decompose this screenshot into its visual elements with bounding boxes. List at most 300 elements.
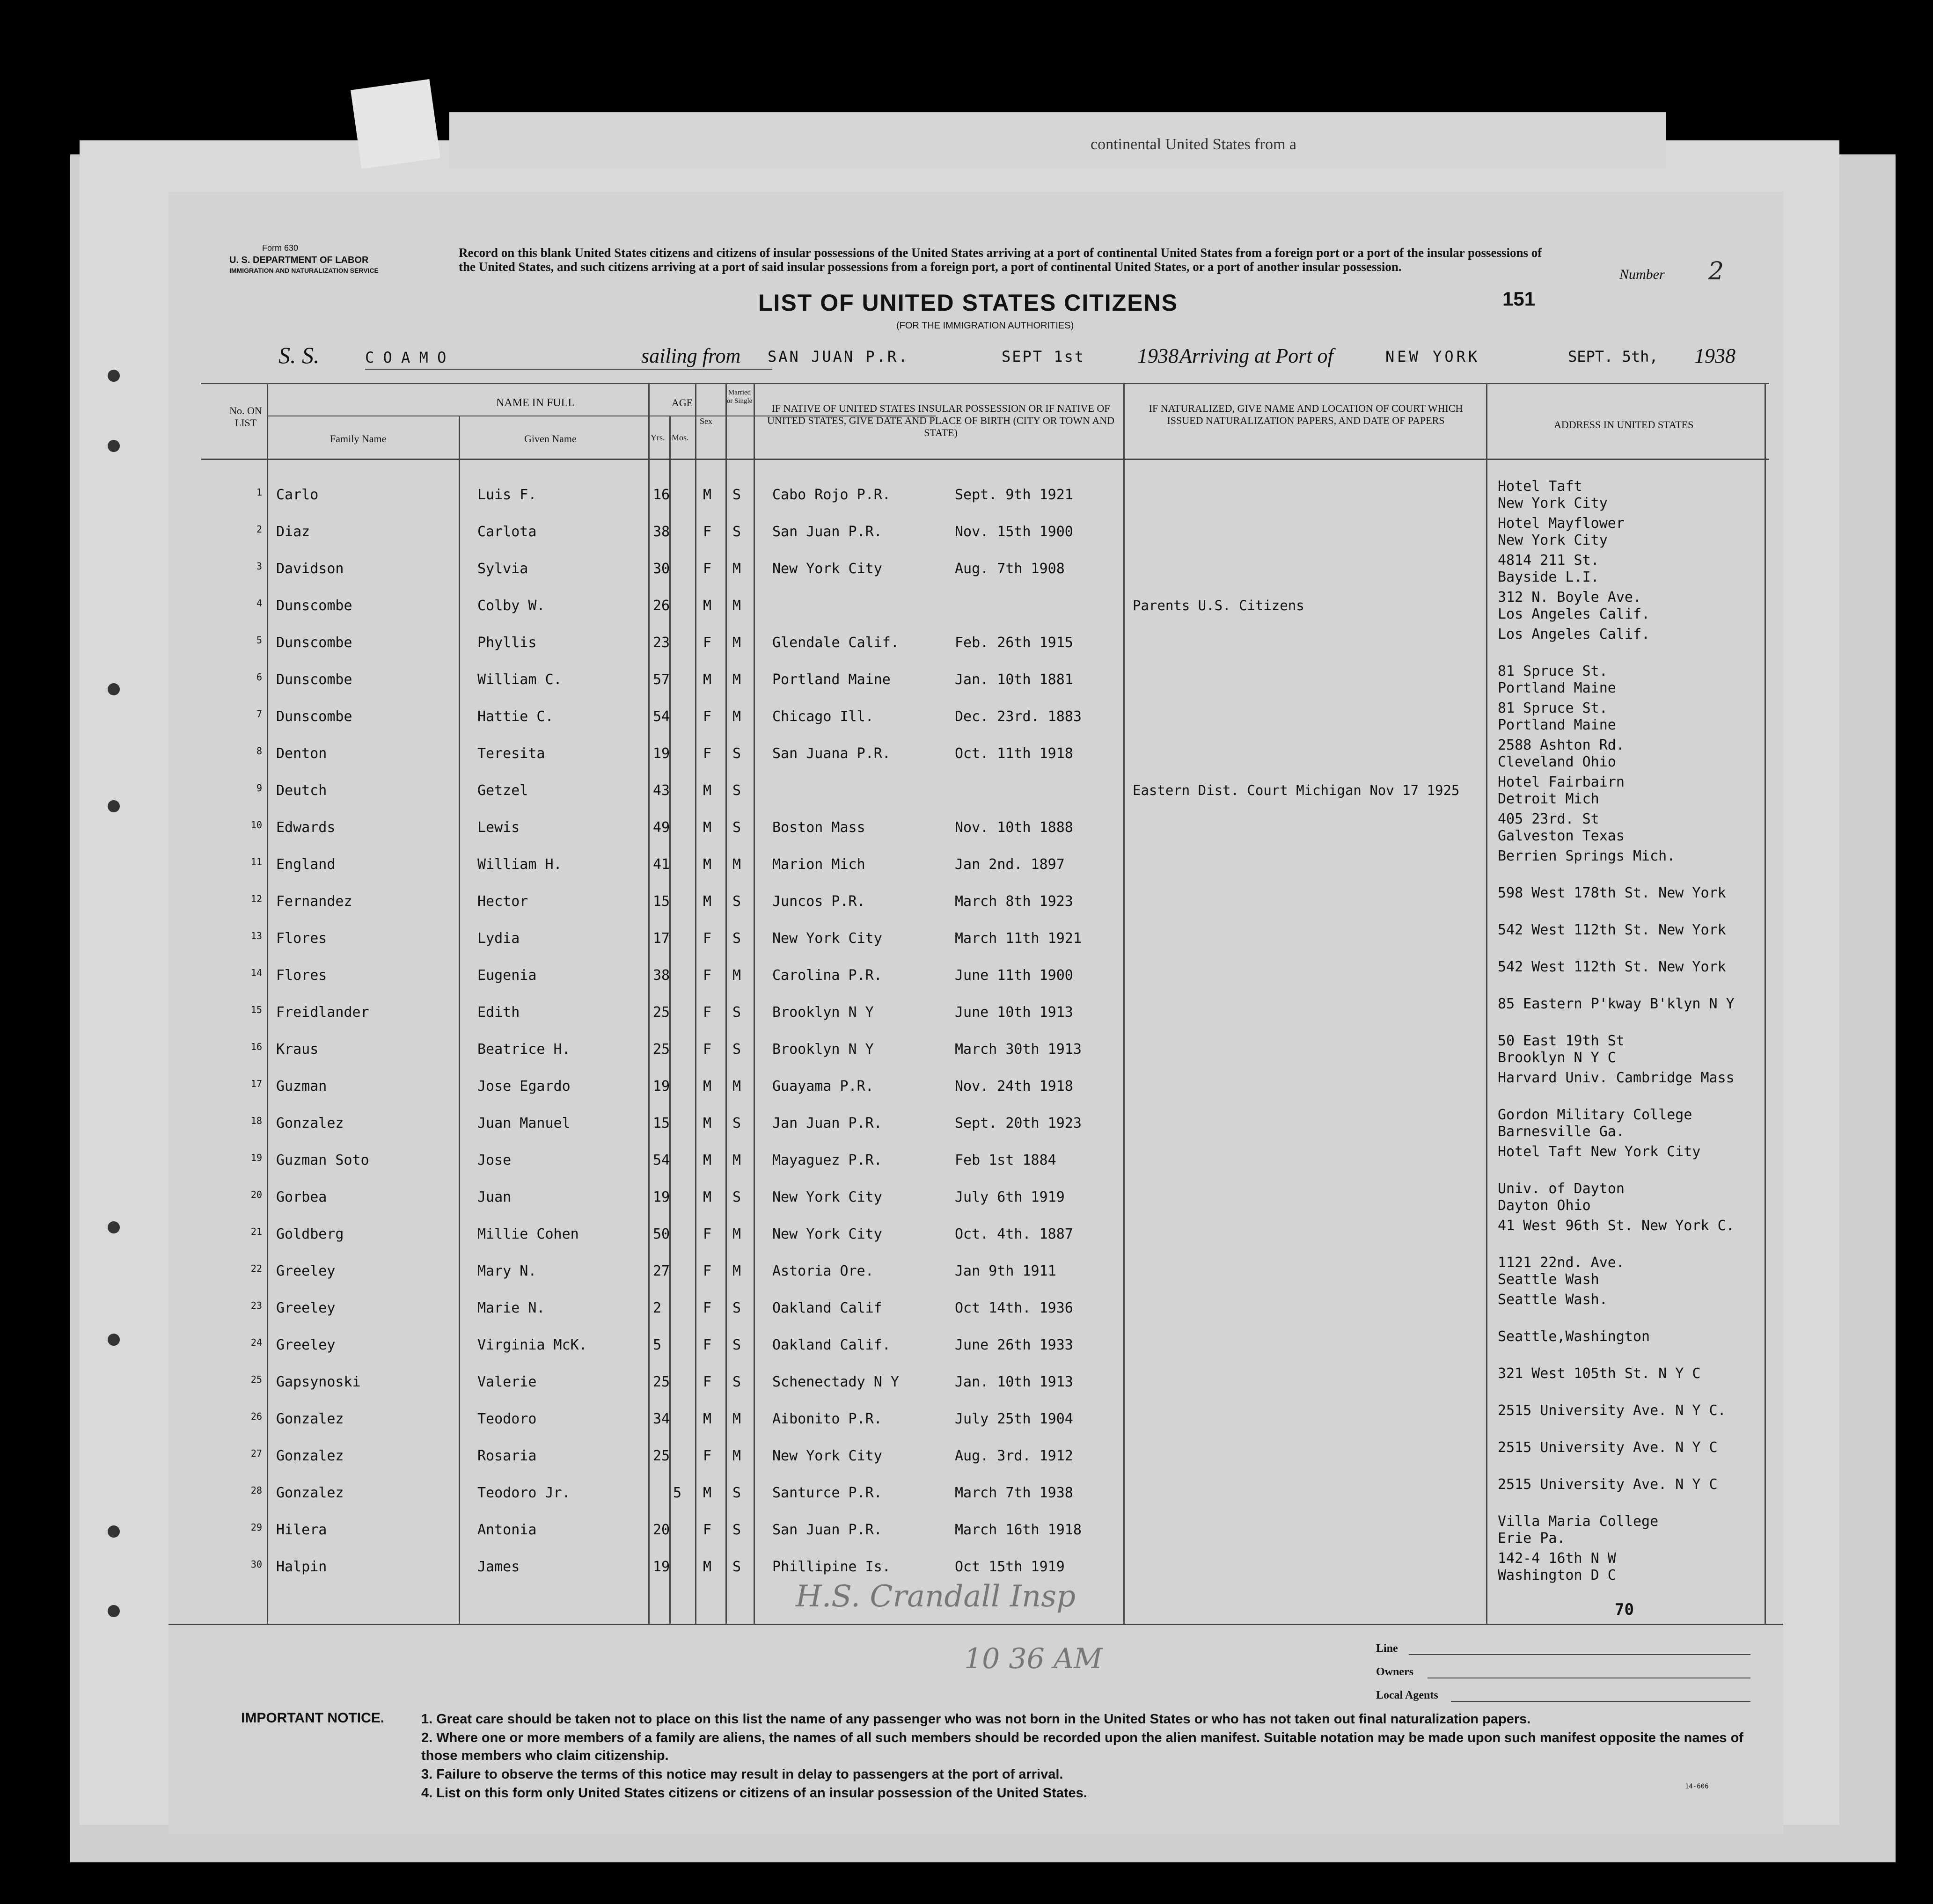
cell-date: Aug. 3rd. 1912 — [955, 1448, 1073, 1464]
cell-date: Feb 1st 1884 — [955, 1152, 1056, 1168]
cell-yrs: 25 — [653, 1448, 670, 1464]
cell-ms: S — [732, 1374, 741, 1390]
cell-date: Aug. 7th 1908 — [955, 561, 1065, 577]
cell-no: 12 — [250, 893, 262, 905]
cell-yrs: 54 — [653, 708, 670, 725]
line-field — [1409, 1654, 1750, 1655]
department: U. S. DEPARTMENT OF LABOR — [229, 255, 369, 265]
cell-place: Oakland Calif — [772, 1300, 882, 1316]
cell-addr1: Harvard Univ. Cambridge Mass — [1498, 1070, 1735, 1086]
header-family-name: Family Name — [330, 433, 387, 445]
notice-3: 3. Failure to observe the terms of this notice may result in delay to passengers at the port of arrival. — [421, 1767, 1063, 1782]
cell-ms: M — [732, 967, 741, 984]
cell-date: Jan. 10th 1913 — [955, 1374, 1073, 1390]
cell-sex: F — [703, 524, 712, 540]
arrival-year: 1938 — [1694, 344, 1735, 367]
cell-yrs: 19 — [653, 1559, 670, 1575]
cell-yrs: 57 — [653, 671, 670, 688]
cell-yrs: 27 — [653, 1263, 670, 1279]
cell-addr1: Villa Maria College — [1498, 1513, 1659, 1530]
cell-date: Sept. 20th 1923 — [955, 1115, 1082, 1131]
cell-addr2: Seattle Wash — [1498, 1271, 1599, 1288]
cell-date: March 30th 1913 — [955, 1041, 1082, 1058]
cell-no: 27 — [250, 1448, 262, 1459]
cell-mos: 5 — [673, 1485, 682, 1501]
form-number: Form 630 — [262, 243, 299, 253]
instructions-text: Record on this blank United States citizens and citizens of insular possessions of the United States arriving at a port of continental United States from a foreign port or a port of the insular possessions of the United States, and such citizens arriving at a port of said insular possessions from a foreign port, a port of continental United States, or a port of another insular possession. — [459, 246, 1542, 274]
cell-addr2: Barnesville Ga. — [1498, 1123, 1625, 1140]
cell-addr2: Erie Pa. — [1498, 1530, 1566, 1547]
table-top-line — [201, 383, 1769, 384]
cell-family: Gonzalez — [276, 1485, 344, 1501]
cell-family: Davidson — [276, 561, 344, 577]
cell-yrs: 26 — [653, 598, 670, 614]
cell-nat: Parents U.S. Citizens — [1133, 598, 1304, 613]
owners-label: Owners — [1376, 1666, 1413, 1678]
cell-family: Hilera — [276, 1522, 327, 1538]
cell-addr1: 4814 211 St. — [1498, 552, 1599, 569]
cell-addr2: Washington D C — [1498, 1567, 1616, 1583]
header-name-in-full: NAME IN FULL — [496, 397, 575, 409]
cell-given: Marie N. — [477, 1300, 545, 1316]
page-subtitle: (FOR THE IMMIGRATION AUTHORITIES) — [896, 321, 1074, 331]
page-count: 70 — [1615, 1600, 1634, 1619]
cell-addr2: Cleveland Ohio — [1498, 754, 1616, 770]
cell-given: Lydia — [477, 930, 520, 947]
cell-place: Oakland Calif. — [772, 1337, 891, 1353]
cell-date: Nov. 10th 1888 — [955, 819, 1073, 836]
cell-no: 22 — [250, 1263, 262, 1274]
cell-no: 11 — [250, 856, 262, 868]
cell-family: Dunscombe — [276, 635, 352, 651]
col-divider — [459, 416, 460, 1624]
cell-ms: S — [732, 745, 741, 762]
cell-sex: F — [703, 1300, 712, 1316]
cell-addr1: Los Angeles Calif. — [1498, 626, 1650, 642]
cell-place: San Juan P.R. — [772, 1522, 882, 1538]
cell-yrs: 15 — [653, 1115, 670, 1131]
cell-no: 19 — [250, 1152, 262, 1163]
cell-sex: F — [703, 1337, 712, 1353]
binder-hole — [108, 800, 120, 812]
agents-label: Local Agents — [1376, 1689, 1438, 1701]
arrival-port: NEW YORK — [1385, 348, 1480, 365]
cell-ms: M — [732, 635, 741, 651]
cell-place: Astoria Ore. — [772, 1263, 874, 1279]
cell-family: Freidlander — [276, 1004, 369, 1021]
cell-addr1: Gordon Military College — [1498, 1107, 1692, 1123]
cell-place: Marion Mich — [772, 856, 865, 873]
header-mos: Mos. — [672, 433, 689, 442]
cell-no: 8 — [256, 745, 262, 757]
cell-ms: S — [732, 930, 741, 947]
cell-family: Diaz — [276, 524, 310, 540]
cell-place: Portland Maine — [772, 671, 891, 688]
cell-ms: S — [732, 1115, 741, 1131]
number-value: 2 — [1708, 257, 1724, 285]
cell-place: Schenectady N Y — [772, 1374, 899, 1390]
cell-addr1: 2588 Ashton Rd. — [1498, 737, 1625, 753]
cell-place: Mayaguez P.R. — [772, 1152, 882, 1168]
cell-date: June 10th 1913 — [955, 1004, 1073, 1021]
col-divider — [1486, 383, 1487, 1624]
cell-ms: S — [732, 1559, 741, 1575]
cell-family: Dunscombe — [276, 598, 352, 614]
cell-yrs: 43 — [653, 782, 670, 799]
cell-date: Feb. 26th 1915 — [955, 635, 1073, 651]
cell-addr1: 2515 University Ave. N Y C. — [1498, 1402, 1726, 1419]
cell-addr1: 542 West 112th St. New York — [1498, 922, 1726, 938]
cell-addr2: Brooklyn N Y C — [1498, 1050, 1616, 1066]
cell-addr1: 81 Spruce St. — [1498, 700, 1608, 716]
cell-given: Teodoro — [477, 1411, 537, 1427]
inspector-signature: H.S. Crandall Insp — [796, 1579, 1076, 1614]
cell-family: Goldberg — [276, 1226, 344, 1242]
cell-yrs: 19 — [653, 1078, 670, 1094]
cell-sex: M — [703, 1189, 712, 1205]
cell-date: March 7th 1938 — [955, 1485, 1073, 1501]
cell-family: Dunscombe — [276, 708, 352, 725]
cell-no: 28 — [250, 1485, 262, 1496]
cell-place: Phillipine Is. — [772, 1559, 891, 1575]
sailing-year: 1938 — [1137, 344, 1179, 367]
manifest-page — [168, 192, 1783, 1834]
cell-yrs: 23 — [653, 635, 670, 651]
cell-addr2: Portland Maine — [1498, 717, 1616, 733]
cell-no: 15 — [250, 1004, 262, 1015]
cell-place: Guayama P.R. — [772, 1078, 874, 1094]
cell-addr2: Galveston Texas — [1498, 828, 1625, 844]
sailing-port: SAN JUAN P.R. — [768, 348, 909, 365]
header-given-name: Given Name — [524, 433, 577, 445]
col-divider — [695, 383, 696, 1624]
cell-date: Jan 2nd. 1897 — [955, 856, 1065, 873]
cell-sex: M — [703, 1115, 712, 1131]
cell-addr1: Hotel Mayflower — [1498, 515, 1625, 532]
cell-yrs: 25 — [653, 1004, 670, 1021]
cell-addr1: Berrien Springs Mich. — [1498, 848, 1676, 864]
cell-addr1: 41 West 96th St. New York C. — [1498, 1218, 1735, 1234]
col-divider — [648, 383, 650, 1624]
cell-sex: M — [703, 819, 712, 836]
cell-date: Dec. 23rd. 1883 — [955, 708, 1082, 725]
cell-ms: M — [732, 1078, 741, 1094]
cell-place: Cabo Rojo P.R. — [772, 487, 891, 503]
paper-tab — [351, 79, 440, 169]
cell-given: William H. — [477, 856, 562, 873]
cell-place: Boston Mass — [772, 819, 865, 836]
col-divider — [1765, 383, 1766, 1624]
cell-no: 3 — [256, 561, 262, 572]
cell-given: Colby W. — [477, 598, 545, 614]
cell-sex: F — [703, 1004, 712, 1021]
cell-addr1: Hotel Fairbairn — [1498, 774, 1625, 790]
binder-hole — [108, 1334, 120, 1346]
time-stamp: 10 36 AM — [964, 1642, 1103, 1675]
cell-addr1: 542 West 112th St. New York — [1498, 959, 1726, 975]
cell-date: June 26th 1933 — [955, 1337, 1073, 1353]
cell-yrs: 5 — [653, 1337, 662, 1353]
cell-ms: S — [732, 487, 741, 503]
arrival-date: SEPT. 5th, — [1568, 348, 1658, 365]
cell-family: Greeley — [276, 1300, 336, 1316]
cell-no: 1 — [256, 487, 262, 498]
binder-hole — [108, 1525, 120, 1538]
cell-no: 7 — [256, 708, 262, 720]
cell-place: Juncos P.R. — [772, 893, 865, 910]
cell-addr1: Univ. of Dayton — [1498, 1181, 1625, 1197]
header-address: ADDRESS IN UNITED STATES — [1554, 419, 1694, 430]
cell-sex: M — [703, 1559, 712, 1575]
cell-family: Guzman — [276, 1078, 327, 1094]
cell-addr1: 50 East 19th St — [1498, 1033, 1625, 1049]
sailing-label: sailing from — [641, 344, 741, 367]
cell-sex: M — [703, 671, 712, 688]
cell-place: New York City — [772, 1448, 882, 1464]
cell-family: Deutch — [276, 782, 327, 799]
cell-given: Beatrice H. — [477, 1041, 571, 1058]
header-age: AGE — [672, 397, 693, 409]
cell-given: Jose Egardo — [477, 1078, 571, 1094]
cell-given: Rosaria — [477, 1448, 537, 1464]
cell-sex: F — [703, 967, 712, 984]
cell-sex: F — [703, 635, 712, 651]
notice-title: IMPORTANT NOTICE. — [241, 1710, 385, 1726]
cell-yrs: 16 — [653, 487, 670, 503]
cell-ms: M — [732, 1448, 741, 1464]
cell-no: 26 — [250, 1411, 262, 1422]
ss-label: S. S. — [278, 342, 320, 368]
cell-ms: M — [732, 598, 741, 614]
cell-addr1: Hotel Taft New York City — [1498, 1144, 1701, 1160]
cell-sex: M — [703, 1485, 712, 1501]
cell-place: Glendale Calif. — [772, 635, 899, 651]
cell-no: 4 — [256, 598, 262, 609]
cell-yrs: 2 — [653, 1300, 662, 1316]
cell-place: New York City — [772, 561, 882, 577]
cell-given: Jose — [477, 1152, 512, 1168]
cell-ms: M — [732, 856, 741, 873]
cell-ms: S — [732, 1004, 741, 1021]
cell-given: Luis F. — [477, 487, 537, 503]
cell-sex: F — [703, 745, 712, 762]
cell-date: March 11th 1921 — [955, 930, 1082, 947]
cell-yrs: 54 — [653, 1152, 670, 1168]
cell-no: 5 — [256, 635, 262, 646]
cell-no: 29 — [250, 1522, 262, 1533]
cell-family: Gonzalez — [276, 1448, 344, 1464]
cell-sex: F — [703, 561, 712, 577]
cell-place: Brooklyn N Y — [772, 1041, 874, 1058]
cell-given: Juan Manuel — [477, 1115, 571, 1131]
cell-family: Gonzalez — [276, 1411, 344, 1427]
header-sex: Sex — [700, 416, 712, 426]
cell-given: William C. — [477, 671, 562, 688]
cell-date: March 16th 1918 — [955, 1522, 1082, 1538]
line-label: Line — [1376, 1642, 1398, 1655]
header-birth: IF NATIVE OF UNITED STATES INSULAR POSSESSION OR IF NATIVE OF UNITED STATES, GIVE DATE AND PLACE OF BIRTH (CITY OR TOWN AND STATE) — [767, 402, 1115, 438]
cell-sex: M — [703, 1078, 712, 1094]
cell-no: 17 — [250, 1078, 262, 1089]
cell-yrs: 38 — [653, 967, 670, 984]
binder-hole — [108, 683, 120, 695]
cell-given: Sylvia — [477, 561, 528, 577]
col-divider — [754, 383, 755, 1624]
cell-addr2: Los Angeles Calif. — [1498, 606, 1650, 622]
cell-addr1: 405 23rd. St — [1498, 811, 1599, 827]
cell-family: Gorbea — [276, 1189, 327, 1205]
cell-sex: F — [703, 1522, 712, 1538]
cell-family: England — [276, 856, 336, 873]
cell-no: 20 — [250, 1189, 262, 1200]
number-label: Number — [1619, 267, 1665, 282]
cell-place: Aibonito P.R. — [772, 1411, 882, 1427]
cell-date: Oct. 11th 1918 — [955, 745, 1073, 762]
cell-given: Antonia — [477, 1522, 537, 1538]
cell-family: Flores — [276, 967, 327, 984]
binder-hole — [108, 440, 120, 452]
cell-given: Juan — [477, 1189, 512, 1205]
cell-ms: M — [732, 561, 741, 577]
col-divider — [267, 383, 268, 1624]
cell-sex: M — [703, 598, 712, 614]
cell-place: San Juana P.R. — [772, 745, 891, 762]
cell-no: 30 — [250, 1559, 262, 1570]
cell-family: Greeley — [276, 1337, 336, 1353]
cell-addr2: Bayside L.I. — [1498, 569, 1599, 585]
sailing-date: SEPT 1st — [1002, 348, 1085, 365]
cell-addr1: 321 West 105th St. N Y C — [1498, 1365, 1701, 1382]
cell-yrs: 17 — [653, 930, 670, 947]
notice-4: 4. List on this form only United States citizens or citizens of an insular possession of the United States. — [421, 1786, 1087, 1801]
cell-given: Edith — [477, 1004, 520, 1021]
binder-hole — [108, 370, 120, 382]
cell-sex: M — [703, 1152, 712, 1168]
header-no: No. ON LIST — [229, 405, 262, 429]
cell-ms: S — [732, 1189, 741, 1205]
cell-ms: S — [732, 1522, 741, 1538]
cell-ms: M — [732, 1411, 741, 1427]
cell-family: Gapsynoski — [276, 1374, 361, 1390]
cell-given: Teodoro Jr. — [477, 1485, 571, 1501]
cell-family: Fernandez — [276, 893, 352, 910]
cell-addr2: Portland Maine — [1498, 680, 1616, 696]
cell-ms: S — [732, 1041, 741, 1058]
cell-no: 16 — [250, 1041, 262, 1052]
cell-yrs: 19 — [653, 1189, 670, 1205]
cell-no: 23 — [250, 1300, 262, 1311]
col-divider — [1123, 383, 1125, 1624]
cell-place: Chicago Ill. — [772, 708, 874, 725]
cell-nat: Eastern Dist. Court Michigan Nov 17 1925 — [1133, 782, 1460, 798]
cell-sex: M — [703, 856, 712, 873]
cell-family: Halpin — [276, 1559, 327, 1575]
cell-family: Dunscombe — [276, 671, 352, 688]
cell-ms: M — [732, 1152, 741, 1168]
cell-yrs: 49 — [653, 819, 670, 836]
cell-addr1: 312 N. Boyle Ave. — [1498, 589, 1642, 605]
cell-sex: F — [703, 1041, 712, 1058]
cell-date: June 11th 1900 — [955, 967, 1073, 984]
cell-addr1: 2515 University Ave. N Y C — [1498, 1476, 1718, 1493]
cell-family: Kraus — [276, 1041, 319, 1058]
cell-no: 14 — [250, 967, 262, 978]
cell-date: Jan. 10th 1881 — [955, 671, 1073, 688]
col-divider — [725, 383, 727, 1624]
cell-addr1: 81 Spruce St. — [1498, 663, 1608, 679]
cell-no: 13 — [250, 930, 262, 941]
cell-yrs: 25 — [653, 1041, 670, 1058]
cell-yrs: 20 — [653, 1522, 670, 1538]
cell-family: Carlo — [276, 487, 319, 503]
cell-ms: S — [732, 819, 741, 836]
cell-given: Getzel — [477, 782, 528, 799]
cell-place: Carolina P.R. — [772, 967, 882, 984]
cell-no: 24 — [250, 1337, 262, 1348]
cell-date: Nov. 24th 1918 — [955, 1078, 1073, 1094]
cell-family: Greeley — [276, 1263, 336, 1279]
header-married-single: Married or Single — [726, 389, 753, 405]
cell-given: Hattie C. — [477, 708, 554, 725]
cell-yrs: 15 — [653, 893, 670, 910]
cell-ms: S — [732, 1337, 741, 1353]
header-naturalized: IF NATURALIZED, GIVE NAME AND LOCATION OF COURT WHICH ISSUED NATURALIZATION PAPERS, AND DATE OF PAPERS — [1149, 402, 1463, 426]
cell-addr1: Hotel Taft — [1498, 478, 1582, 495]
cell-place: New York City — [772, 1189, 882, 1205]
cell-family: Edwards — [276, 819, 336, 836]
notice-2: 2. Where one or more members of a family are aliens, the names of all such members should be recorded upon the alien manifest. Suitable notation may be made upon such manifest opposite the names of those members who claim citizenship. — [421, 1730, 1743, 1763]
binder-hole — [108, 1221, 120, 1233]
cell-sex: M — [703, 1411, 712, 1427]
cell-addr2: Dayton Ohio — [1498, 1197, 1591, 1214]
header-yrs: Yrs. — [651, 433, 665, 442]
cell-no: 10 — [250, 819, 262, 831]
cell-no: 18 — [250, 1115, 262, 1126]
cell-given: Carlota — [477, 524, 537, 540]
underlying-page-strip — [449, 112, 1666, 168]
cell-ms: M — [732, 1263, 741, 1279]
header-bottom-line — [201, 459, 1769, 460]
cell-addr1: 142-4 16th N W — [1498, 1550, 1616, 1567]
cell-given: Millie Cohen — [477, 1226, 579, 1242]
cell-yrs: 50 — [653, 1226, 670, 1242]
cell-date: Oct. 4th. 1887 — [955, 1226, 1073, 1242]
cell-yrs: 25 — [653, 1374, 670, 1390]
cell-ms: M — [732, 708, 741, 725]
cell-yrs: 38 — [653, 524, 670, 540]
cell-date: Oct 15th 1919 — [955, 1559, 1065, 1575]
table-bottom-line — [168, 1624, 1783, 1625]
cell-ms: S — [732, 782, 741, 799]
cell-yrs: 41 — [653, 856, 670, 873]
cell-addr2: New York City — [1498, 495, 1608, 511]
cell-sex: M — [703, 893, 712, 910]
cell-place: New York City — [772, 930, 882, 947]
cell-sex: F — [703, 1448, 712, 1464]
cell-place: Santurce P.R. — [772, 1485, 882, 1501]
cell-addr1: 1121 22nd. Ave. — [1498, 1255, 1625, 1271]
cell-sex: F — [703, 930, 712, 947]
cell-given: Virginia McK. — [477, 1337, 587, 1353]
cell-family: Gonzalez — [276, 1115, 344, 1131]
cell-ms: M — [732, 671, 741, 688]
cell-sex: M — [703, 782, 712, 799]
cell-yrs: 19 — [653, 745, 670, 762]
cell-ms: S — [732, 893, 741, 910]
service: IMMIGRATION AND NATURALIZATION SERVICE — [229, 267, 379, 274]
cell-sex: F — [703, 1374, 712, 1390]
cell-date: Sept. 9th 1921 — [955, 487, 1073, 503]
